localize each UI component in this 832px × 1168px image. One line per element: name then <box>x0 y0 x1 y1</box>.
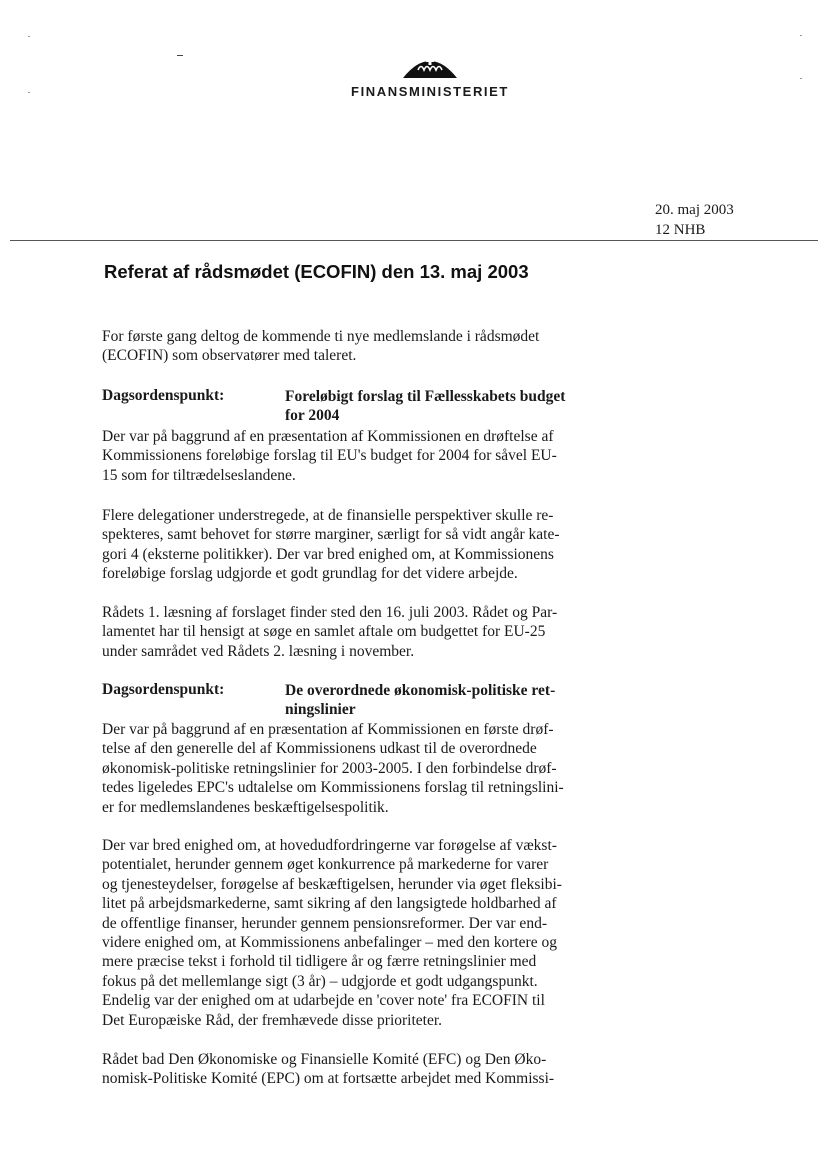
text-line: og tjenesteydelser, forøgelse af beskæftigelsen, herunder via øget fleksibi- <box>102 875 562 893</box>
scan-speck <box>800 35 802 36</box>
agenda-2-paragraph-2 <box>102 836 624 1030</box>
text-line: potentialet, herunder gennem øget konkurrence på markederne for varer <box>102 856 549 874</box>
document-reference: 12 NHB <box>655 222 706 238</box>
agenda-title <box>285 387 625 426</box>
text-line: litet på arbejdsmarkederne, samt sikring af den langsigtede holdbarhed af <box>102 895 557 913</box>
agenda-title <box>285 681 625 720</box>
text-line: under samrådet ved Rådets 2. læsning i november. <box>102 642 415 660</box>
text-line: foreløbige forslag udgjorde et godt grundlag for det videre arbejde. <box>102 565 518 583</box>
agenda-1-paragraph-3 <box>102 603 624 661</box>
text-line: Flere delegationer understregede, at de finansielle perspektiver skulle re- <box>102 507 554 524</box>
text-line: Det Europæiske Råd, der fremhævede disse prioriteter. <box>102 1011 443 1029</box>
text-line: Kommissionens foreløbige forslag til EU's budget for 2004 for såvel EU- <box>102 447 557 465</box>
agenda-title-line: for 2004 <box>285 407 340 425</box>
text-line: (ECOFIN) som observatører med taleret. <box>102 347 357 365</box>
text-line: lamentet har til hensigt at søge en samlet aftale om budgettet for EU-25 <box>102 623 546 641</box>
header-divider <box>10 240 818 241</box>
text-line: Rådets 1. læsning af forslaget finder sted den 16. juli 2003. Rådet og Par- <box>102 604 558 621</box>
text-line: tedes ligeledes EPC's udtalelse om Kommissionens forslag til retningslini- <box>102 779 564 797</box>
text-line: mere præcise tekst i forhold til tidligere år og færre retningslinier med <box>102 953 537 971</box>
text-line: økonomisk-politiske retningslinier for 2003-2005. I den forbindelse drøf- <box>102 759 557 777</box>
agenda-title-line: ningslinier <box>285 701 356 719</box>
text-line: Der var bred enighed om, at hovedudfordringerne var forøgelse af vækst- <box>102 837 557 854</box>
agenda-1-paragraph-2 <box>102 506 624 584</box>
text-line: Der var på baggrund af en præsentation af Kommissionen en første drøf- <box>102 721 554 738</box>
scan-speck <box>28 36 30 37</box>
agenda-2-paragraph-3 <box>102 1050 624 1089</box>
organization-name: FINANSMINISTERIET <box>351 84 509 99</box>
agenda-title-line: Foreløbigt forslag til Fællesskabets budget <box>285 388 566 405</box>
text-line: For første gang deltog de kommende ti nye medlemslande i rådsmødet <box>102 328 540 345</box>
scan-speck <box>800 78 802 79</box>
agenda-2-paragraph-1 <box>102 720 624 817</box>
text-line: nomisk-Politiske Komité (EPC) om at fortsætte arbejdet med Kommissi- <box>102 1070 555 1088</box>
text-line: videre enighed om, at Kommissionens anbefalinger – med den kortere og <box>102 934 557 952</box>
text-line: Endelig var der enighed om at udarbejde en 'cover note' fra ECOFIN til <box>102 992 545 1010</box>
agenda-1-paragraph-1 <box>102 427 624 485</box>
agenda-label: Dagsordenspunkt: <box>102 387 225 404</box>
text-line: telse af den generelle del af Kommissionens udkast til de overordnede <box>102 740 537 758</box>
text-line: 15 som for tiltrædelseslandene. <box>102 466 296 484</box>
intro-paragraph <box>102 327 624 366</box>
scan-mark <box>177 55 183 56</box>
text-line: de offentlige finanser, herunder gennem pensionsreformer. Der var end- <box>102 914 547 932</box>
text-line: Rådet bad Den Økonomiske og Finansielle Komité (EFC) og Den Øko- <box>102 1051 547 1068</box>
text-line: spekteres, samt behovet for større marginer, særligt for så vidt angår kate- <box>102 526 560 544</box>
agenda-title-line: De overordnede økonomisk-politiske ret- <box>285 682 556 699</box>
document-title: Referat af rådsmødet (ECOFIN) den 13. maj 2003 <box>104 261 529 282</box>
text-line: er for medlemslandenes beskæftigelsespolitik. <box>102 798 389 816</box>
text-line: Der var på baggrund af en præsentation af Kommissionen en drøftelse af <box>102 428 554 445</box>
document-date: 20. maj 2003 <box>655 202 734 218</box>
text-line: gori 4 (eksterne politikker). Der var bred enighed om, at Kommissionens <box>102 545 554 563</box>
agenda-label: Dagsordenspunkt: <box>102 681 225 698</box>
text-line: fokus på det mellemlange sigt (3 år) – udgjorde et godt udgangspunkt. <box>102 972 538 990</box>
crown-logo-icon <box>400 50 460 80</box>
scan-speck <box>28 92 30 93</box>
